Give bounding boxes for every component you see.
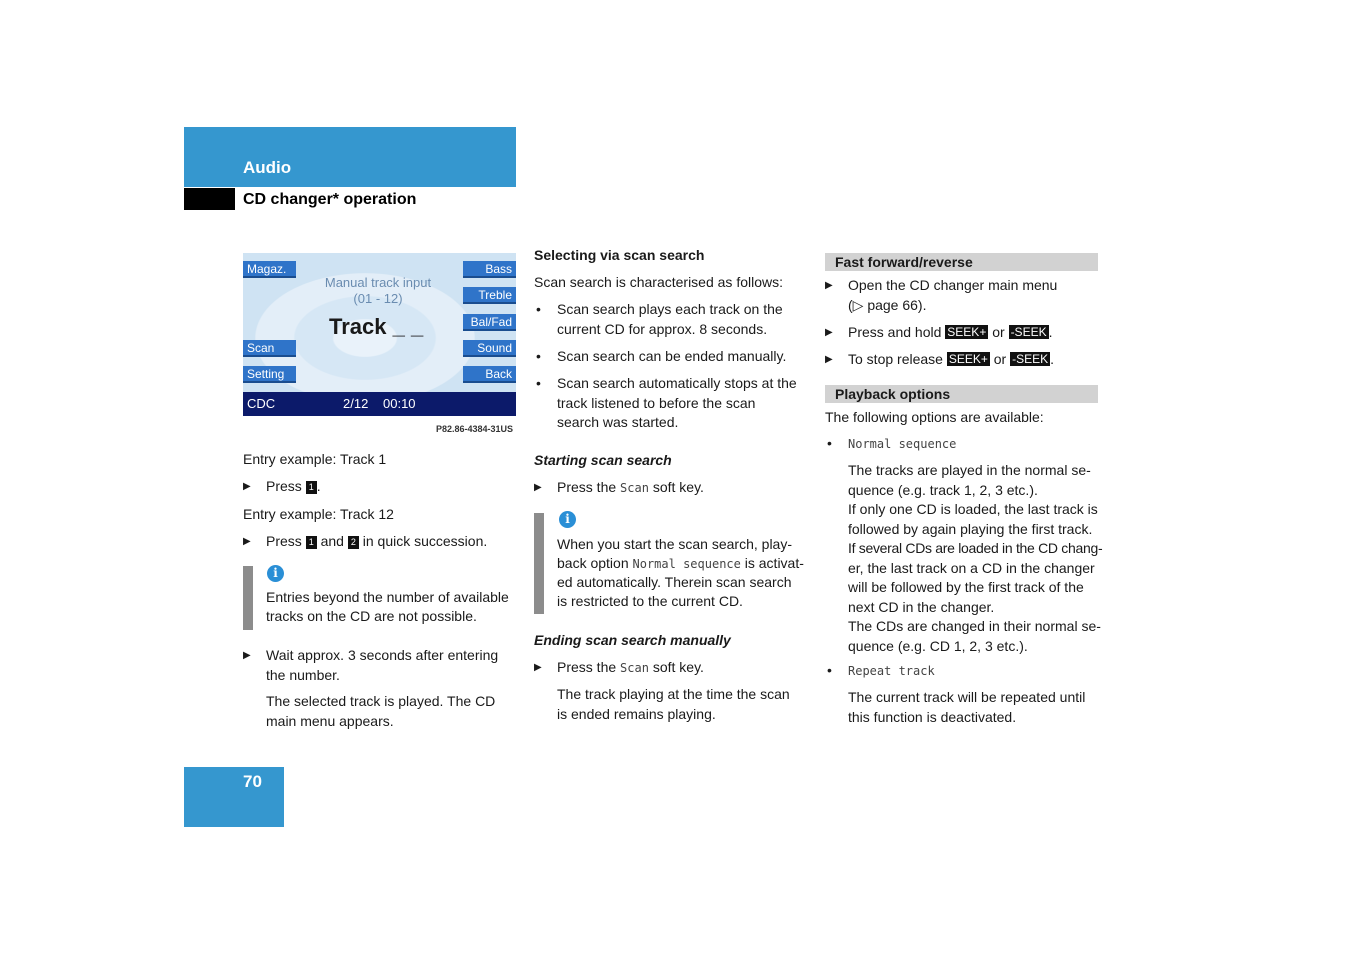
info-text: back option — [557, 555, 629, 571]
header-band — [184, 127, 516, 187]
step-text: soft key. — [652, 479, 704, 495]
result-line: is ended remains playing. — [557, 706, 716, 722]
desc-line: The CDs are changed in their normal se- — [848, 618, 1101, 634]
seek-plus-key: SEEK+ — [948, 352, 988, 366]
info-bar — [534, 513, 544, 614]
step-text: Press — [266, 533, 302, 549]
section-title: Audio — [243, 158, 292, 177]
display-screenshot — [243, 253, 516, 416]
desc-line: followed by again playing the first track. — [848, 520, 1093, 537]
desc-line: The tracks are played in the normal se- — [848, 462, 1091, 478]
step-text: or — [993, 351, 1007, 367]
result-line: main menu appears. — [266, 713, 394, 729]
image-code: P82.86-4384-31US — [436, 424, 514, 434]
bullet-text: track listened to before the scan — [557, 394, 756, 411]
option-normal-sequence — [825, 434, 956, 455]
step-text: ▶ Wait approx. 3 seconds after entering — [266, 647, 499, 663]
info-line: ed automatically. Therein scan search — [557, 574, 792, 590]
step-text: and — [320, 533, 344, 549]
screen-label-line1: Manual track input — [324, 275, 432, 290]
ff-step-1 — [825, 276, 1057, 315]
page-number-box — [184, 767, 284, 827]
end-scan-heading: Ending scan search manually — [534, 632, 731, 648]
desc-line: If only one CD is loaded, the last track is — [848, 501, 1098, 517]
scan-bullet-2 — [534, 347, 786, 367]
bullet-text: • Scan search automatically stops at the — [557, 375, 797, 391]
option-name: Repeat track — [848, 664, 935, 678]
result-line: The track playing at the time the scan — [557, 686, 790, 702]
ff-heading: Fast forward/reverse — [825, 253, 1098, 271]
softkey-back: Back — [463, 366, 516, 383]
bullet-text: • Scan search plays each track on the — [557, 301, 783, 317]
start-scan-heading: Starting scan search — [534, 452, 672, 468]
info-line: When you start the scan search, play- — [557, 536, 792, 552]
scan-intro: Scan search is characterised as follows: — [534, 274, 783, 290]
step-text: (▷ page 66). — [848, 296, 927, 313]
option-name: Normal sequence — [848, 437, 957, 451]
ff-step-2 — [825, 323, 1052, 343]
option-repeat-desc — [848, 688, 1108, 727]
info-icon: i — [267, 565, 284, 582]
info-line: tracks on the CD are not possible. — [266, 608, 477, 624]
softkey-setting: Setting — [243, 366, 296, 383]
result-line: The selected track is played. The CD — [266, 693, 496, 709]
subsection-title: CD changer* operation — [243, 191, 417, 208]
status-source: CDC — [247, 396, 276, 411]
softkey-bass: Bass — [463, 261, 516, 278]
step-text: To stop release — [848, 351, 943, 367]
key-1: 1 — [306, 536, 317, 549]
desc-line: will be followed by the first track of the — [848, 579, 1084, 595]
info-bar — [243, 566, 253, 630]
scan-bullet-1 — [534, 300, 783, 339]
step-text: soft key. — [652, 659, 704, 675]
step-text: Press the — [557, 479, 617, 495]
status-track: 2/12 — [343, 396, 369, 411]
info-icon: i — [559, 511, 576, 528]
subsection-marker — [184, 188, 235, 210]
softkey-treble: Treble — [463, 287, 516, 304]
key-2-digit: 2 — [350, 537, 356, 547]
playback-intro: The following options are available: — [825, 409, 1044, 425]
step-text: or — [992, 324, 1005, 340]
scan-bullet-3 — [534, 374, 797, 433]
screen-status-bar — [243, 392, 516, 416]
info-line — [557, 554, 804, 575]
info-text: is activat- — [744, 555, 804, 571]
screen-track-entry: Track _ _ — [329, 314, 424, 339]
step-text: the number. — [266, 666, 340, 683]
punct: . — [316, 478, 321, 494]
desc-line: If several CDs are loaded in the CD chang- — [848, 540, 1103, 556]
seek-minus-key: -SEEK — [1012, 352, 1049, 366]
key-1: 1 — [306, 481, 317, 494]
desc-line: next CD in the changer. — [848, 598, 995, 615]
desc-line: quence (e.g. CD 1, 2, 3 etc.). — [848, 637, 1028, 654]
step-text: in quick succession. — [362, 533, 488, 549]
bullet-text: • Scan search can be ended manually. — [557, 348, 787, 364]
step-end-scan — [534, 658, 704, 679]
step-press-1 — [243, 477, 321, 497]
info-mono: Normal sequence — [632, 557, 741, 571]
playback-heading: Playback options — [825, 385, 1098, 403]
option-repeat-track — [825, 661, 935, 682]
bullet-text: search was started. — [557, 414, 679, 430]
seek-plus-key: SEEK+ — [947, 325, 987, 339]
screen-label-line2: (01 - 12) — [353, 291, 403, 306]
info-line: is restricted to the current CD. — [557, 593, 743, 609]
step-press-12 — [243, 532, 546, 552]
seek-minus-key: -SEEK — [1010, 325, 1047, 339]
status-time: 00:10 — [383, 396, 416, 411]
desc-line: The current track will be repeated until — [848, 689, 1086, 705]
ff-step-3 — [825, 350, 1054, 370]
option-normal-desc — [848, 461, 1108, 656]
punct: . — [1048, 324, 1053, 340]
entry-example-2: Entry example: Track 12 — [243, 506, 394, 522]
softkey-magaz: Magaz. — [243, 261, 296, 278]
punct: . — [1050, 351, 1055, 367]
step-wait — [243, 646, 498, 685]
page-number: 70 — [243, 772, 262, 791]
scan-softkey-ref: Scan — [620, 481, 649, 495]
desc-line: quence (e.g. track 1, 2, 3 etc.). — [848, 481, 1038, 498]
step-text: ▶ Open the CD changer main menu — [848, 277, 1058, 293]
info-line: Entries beyond the number of available — [266, 589, 509, 605]
softkey-balfad: Bal/Fad — [463, 314, 516, 331]
softkey-scan: Scan — [243, 340, 296, 357]
key-2 — [348, 536, 359, 549]
step-text: Press and hold — [848, 324, 942, 340]
scan-softkey-ref: Scan — [620, 661, 649, 675]
desc-line: this function is deactivated. — [848, 708, 1017, 725]
step-text: Press the — [557, 659, 617, 675]
entry-example-1: Entry example: Track 1 — [243, 451, 387, 467]
softkey-sound: Sound — [463, 340, 516, 357]
bullet-text: current CD for approx. 8 seconds. — [557, 320, 768, 337]
desc-line: er, the last track on a CD in the changer — [848, 559, 1095, 576]
step-text: Press — [266, 478, 302, 494]
step-start-scan — [534, 478, 704, 499]
scan-heading: Selecting via scan search — [534, 247, 705, 263]
